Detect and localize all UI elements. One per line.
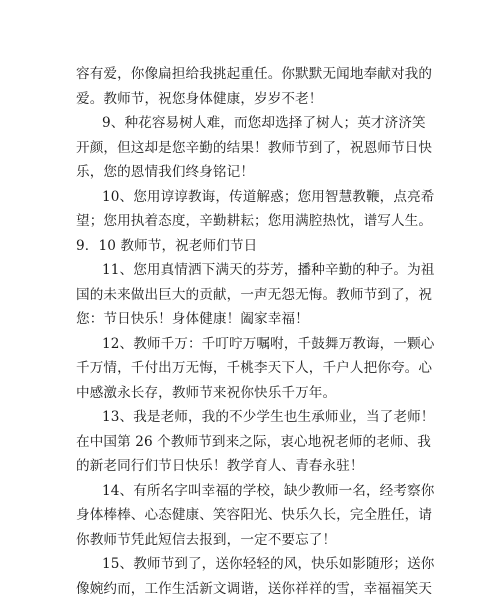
text-line: 10、您用谆谆教诲，传道解惑；您用智慧教鞭，点亮希: [76, 185, 426, 210]
text-line: 在中国第 26 个教师节到来之际，衷心地祝老师的老师、我: [76, 430, 426, 455]
text-line: 爱。教师节，祝您身体健康，岁岁不老！: [76, 87, 426, 112]
text-line: 您：节日快乐！身体健康！阖家幸福！: [76, 307, 426, 332]
text-line: 14、有所名字叫幸福的学校，缺少教师一名，经考察你: [76, 479, 426, 504]
text-line: 乐，您的恩情我们终身铭记！: [76, 160, 426, 185]
document-text: [76, 62, 426, 601]
text-line: 像婉约而，工作生活新文调谐，送你祥祥的雪，幸福福笑天: [76, 577, 426, 601]
text-line: 的新老同行们节日快乐！教学育人、青春永驻！: [76, 454, 426, 479]
text-line: 11、您用真情洒下满天的芬芳，播种辛勤的种子。为祖: [76, 258, 426, 283]
text-line: 12、教师千万：千叮咛万嘱咐，千鼓舞万教诲，一颗心: [76, 332, 426, 357]
text-line: 13、我是老师，我的不少学生也生承师业，当了老师！: [76, 405, 426, 430]
text-line: 千万情，千付出万无悔，千桃李天下人，千户人把你夸。心: [76, 356, 426, 381]
text-line: 容有爱，你像扁担给我挑起重任。你默默无闻地奉献对我的: [76, 62, 426, 87]
text-line: 望；您用执着态度，辛勤耕耘；您用满腔热忱，谱写人生。: [76, 209, 426, 234]
text-line: 开颜，但这却是您辛勤的结果！教师节到了，祝恩师节日快: [76, 136, 426, 161]
text-line: 国的未来做出巨大的贡献，一声无怨无悔。教师节到了，祝: [76, 283, 426, 308]
text-line: 中感激永长存，教师节来祝你快乐千万年。: [76, 381, 426, 406]
text-line: 9．10 教师节，祝老师们节日: [76, 234, 426, 259]
text-line: 身体棒棒、心态健康、笑容阳光、快乐久长，完全胜任，请: [76, 503, 426, 528]
text-line: 9、种花容易树人难，而您却选择了树人；英才济济笑: [76, 111, 426, 136]
text-line: 你教师节凭此短信去报到，一定不要忘了！: [76, 528, 426, 553]
text-line: 15、教师节到了，送你轻轻的风，快乐如影随形；送你: [76, 552, 426, 577]
